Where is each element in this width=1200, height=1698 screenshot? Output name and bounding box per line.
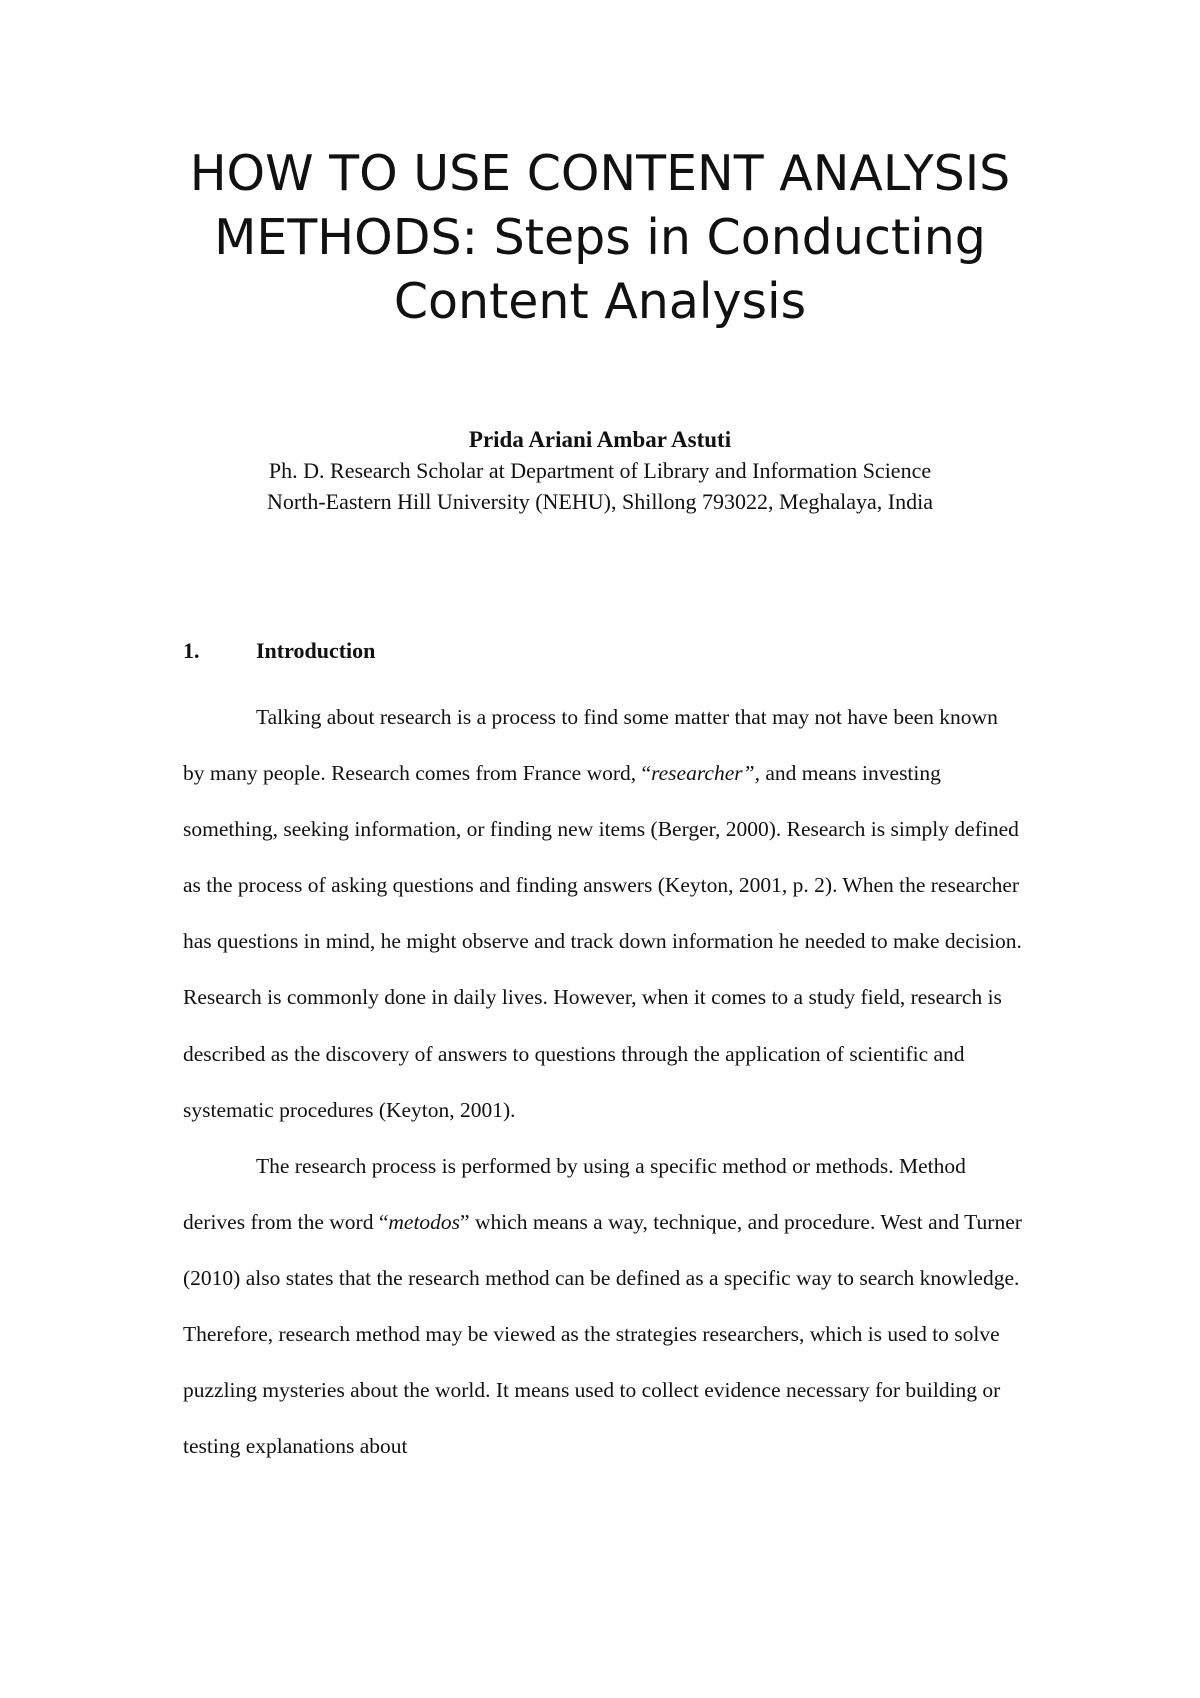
body-text <box>183 689 1023 1474</box>
author-block <box>150 424 1050 517</box>
author-name: Prida Ariani Ambar Astuti <box>468 427 732 452</box>
section-title: Introduction <box>256 638 376 663</box>
section-heading <box>183 636 375 666</box>
author-affiliation-line1: Ph. D. Research Scholar at Department of Library and Information Science <box>268 458 932 483</box>
section-number: 1. <box>183 638 200 663</box>
paragraph-1 <box>183 689 1023 1138</box>
paragraph-2-italic-term: metodos <box>388 1209 461 1234</box>
paper-title: HOW TO USE CONTENT ANALYSIS METHODS: Steps in Conducting Content Analysis <box>189 145 1011 330</box>
paragraph-2 <box>183 1138 1023 1475</box>
paragraph-2-part-1: The research process is performed by using a specific method or methods. Method derives from the word “ <box>183 1153 966 1234</box>
paragraph-1-italic-term: researcher”, <box>651 761 760 786</box>
author-affiliation-line2: North-Eastern Hill University (NEHU), Shillong 793022, Meghalaya, India <box>267 489 933 514</box>
paragraph-1-part-2: and means investing something, seeking information, or finding new items (Berger, 2000). Research is simply defined as the process of asking questions and finding answers (Keyton, 2001, p. 2). When the researcher has questions in mind, he might observe and track down information he needed to make decision. Research is commonly done in daily lives. However, when it comes to a study field, research is described as the discovery of answers to questions through the application of scientific and systematic procedures (Keyton, 2001). <box>183 761 1022 1122</box>
paragraph-2-part-2: ” which means a way, technique, and procedure. West and Turner (2010) also states that the research method can be defined as a specific way to search knowledge. Therefore, research method may be viewed as the strategies researchers, which is used to solve puzzling mysteries about the world. It means used to collect evidence necessary for building or testing explanations about <box>183 1209 1022 1459</box>
paragraph-1-part-1: Talking about research is a process to find some matter that may not have been known by many people. Research comes from France word, “ <box>183 705 998 786</box>
